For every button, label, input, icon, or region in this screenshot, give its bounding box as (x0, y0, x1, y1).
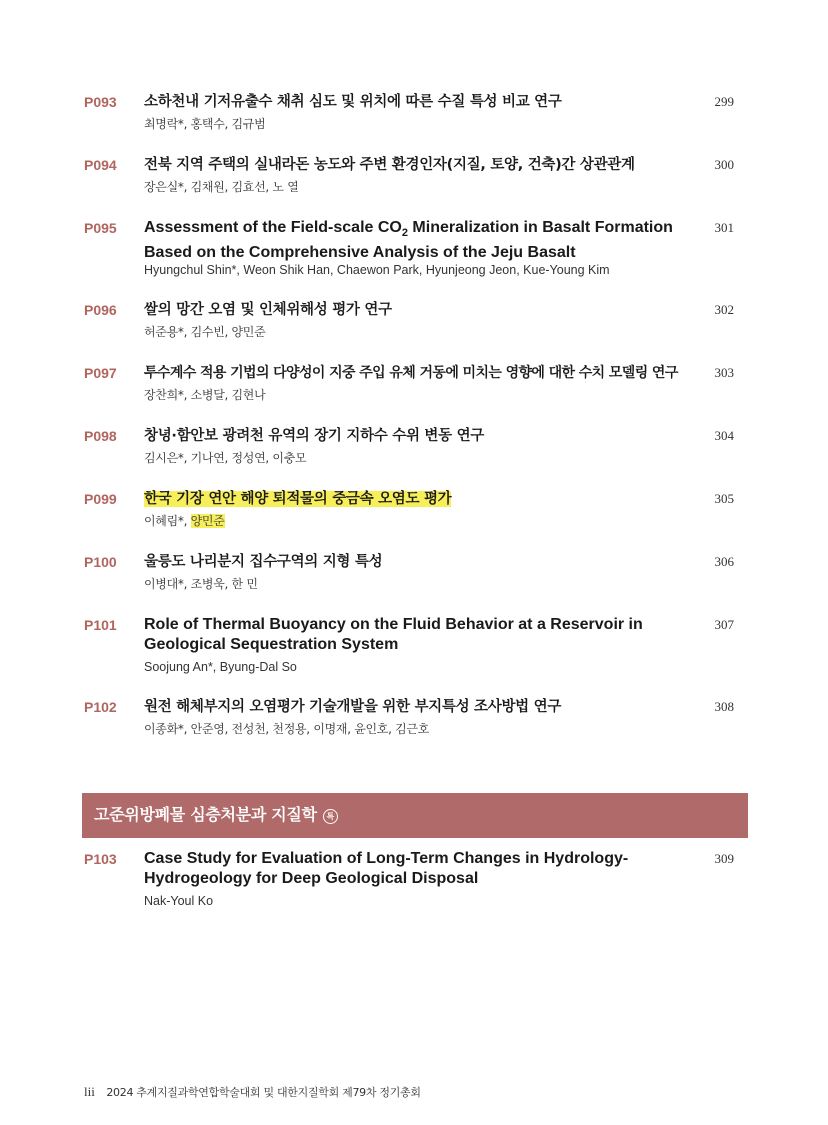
entry-code: P095 (84, 220, 117, 236)
entry-code: P099 (84, 491, 117, 507)
entry-authors: 김시은*, 기나연, 정성연, 이충모 (144, 451, 307, 465)
entry-title: 창녕·함안보 광려천 유역의 장기 지하수 수위 변동 연구 (144, 428, 484, 444)
entry-title: 원전 해체부지의 오염평가 기술개발을 위한 부지특성 조사방법 연구 (144, 699, 562, 715)
entry-title (144, 615, 694, 655)
section-header (82, 793, 748, 838)
page-footer (84, 1084, 421, 1100)
entry-authors: Nak-Youl Ko (144, 894, 214, 908)
entry-page: 308 (714, 699, 734, 714)
entry-page: 300 (714, 157, 734, 172)
entry-code: P098 (84, 428, 117, 444)
entry-authors: 이종화*, 안준영, 전성천, 천정용, 이명재, 윤인호, 김근호 (144, 722, 430, 736)
entry-authors: Soojung An*, Byung-Dal So (144, 660, 297, 674)
entry-title-line1-rest: Mineralization in Basalt Formation (407, 219, 673, 236)
entry-title (144, 218, 694, 263)
entry-title-line2: Geological Sequestration System (144, 636, 399, 653)
entry-authors (144, 513, 704, 529)
entry-page: 303 (714, 365, 734, 380)
entry-title-line1: Role of Thermal Buoyancy on the Fluid Behavior at a Reservoir in (144, 616, 643, 633)
entry-code: P103 (84, 851, 117, 867)
entry-authors: 이병대*, 조병욱, 한 민 (144, 577, 258, 591)
entry-page: 301 (714, 220, 734, 235)
entry-authors-plain: 이혜림*, (144, 514, 191, 528)
entry-title-line2: Hydrogeology for Deep Geological Disposal (144, 870, 479, 887)
entry-page: 306 (714, 554, 734, 569)
entry-code: P096 (84, 302, 117, 318)
entry-code: P093 (84, 94, 117, 110)
entry-authors: 허준용*, 김수빈, 양민준 (144, 325, 266, 339)
entry-title: 쌀의 망간 오염 및 인체위해성 평가 연구 (144, 302, 392, 318)
entry-code: P102 (84, 699, 117, 715)
entry-title: 소하천내 기저유출수 채취 심도 및 위치에 따른 수질 특성 비교 연구 (144, 94, 562, 110)
entry-page: 309 (714, 851, 734, 866)
special-session-mark-icon: 특 (323, 809, 338, 824)
footer-page-number: lii (84, 1084, 95, 1099)
entry-page: 307 (714, 617, 734, 632)
entry-title: 투수계수 적용 기법의 다양성이 지중 주입 유체 거동에 미치는 영향에 대한 수치 모델링 연구 (144, 365, 678, 381)
entry-authors: Hyungchul Shin*, Weon Shik Han, Chaewon Park, Hyunjeong Jeon, Kue-Young Kim (144, 263, 610, 277)
entry-code: P100 (84, 554, 117, 570)
entry-title (144, 849, 694, 889)
entry-authors: 장찬희*, 소병달, 김현나 (144, 388, 266, 402)
entry-page: 305 (714, 491, 734, 506)
entry-title-subscript: 2 (401, 227, 408, 240)
entry-code: P097 (84, 365, 117, 381)
entry-title: 울릉도 나리분지 집수구역의 지형 특성 (144, 554, 383, 570)
entry-page: 304 (714, 428, 734, 443)
entry-title-line2: Based on the Comprehensive Analysis of the Jeju Basalt (144, 244, 576, 262)
entry-title-highlighted: 한국 기장 연안 해양 퇴적물의 중금속 오염도 평가 (144, 491, 452, 507)
entry-title (144, 489, 694, 509)
entry-code: P094 (84, 157, 117, 173)
entry-authors: 장은실*, 김채원, 김효선, 노 열 (144, 180, 299, 194)
section-title-text: 고준위방폐물 심층처분과 지질학 (94, 805, 317, 824)
entry-page: 302 (714, 302, 734, 317)
entry-title-line1: Case Study for Evaluation of Long-Term Changes in Hydrology- (144, 850, 629, 867)
entry-title-line1: Assessment of the Field-scale CO (144, 219, 402, 236)
entry-author-highlighted: 양민준 (190, 514, 225, 528)
entry-page: 299 (714, 94, 734, 109)
section-title (94, 805, 338, 825)
entry-code: P101 (84, 617, 117, 633)
entry-authors: 최명락*, 홍택수, 김규범 (144, 117, 266, 131)
footer-conference-text: 2024 추계지질과학연합학술대회 및 대한지질학회 제79차 정기총회 (106, 1086, 421, 1099)
entry-title: 전북 지역 주택의 실내라돈 농도와 주변 환경인자(지질, 토양, 건축)간 상관관계 (144, 157, 635, 173)
